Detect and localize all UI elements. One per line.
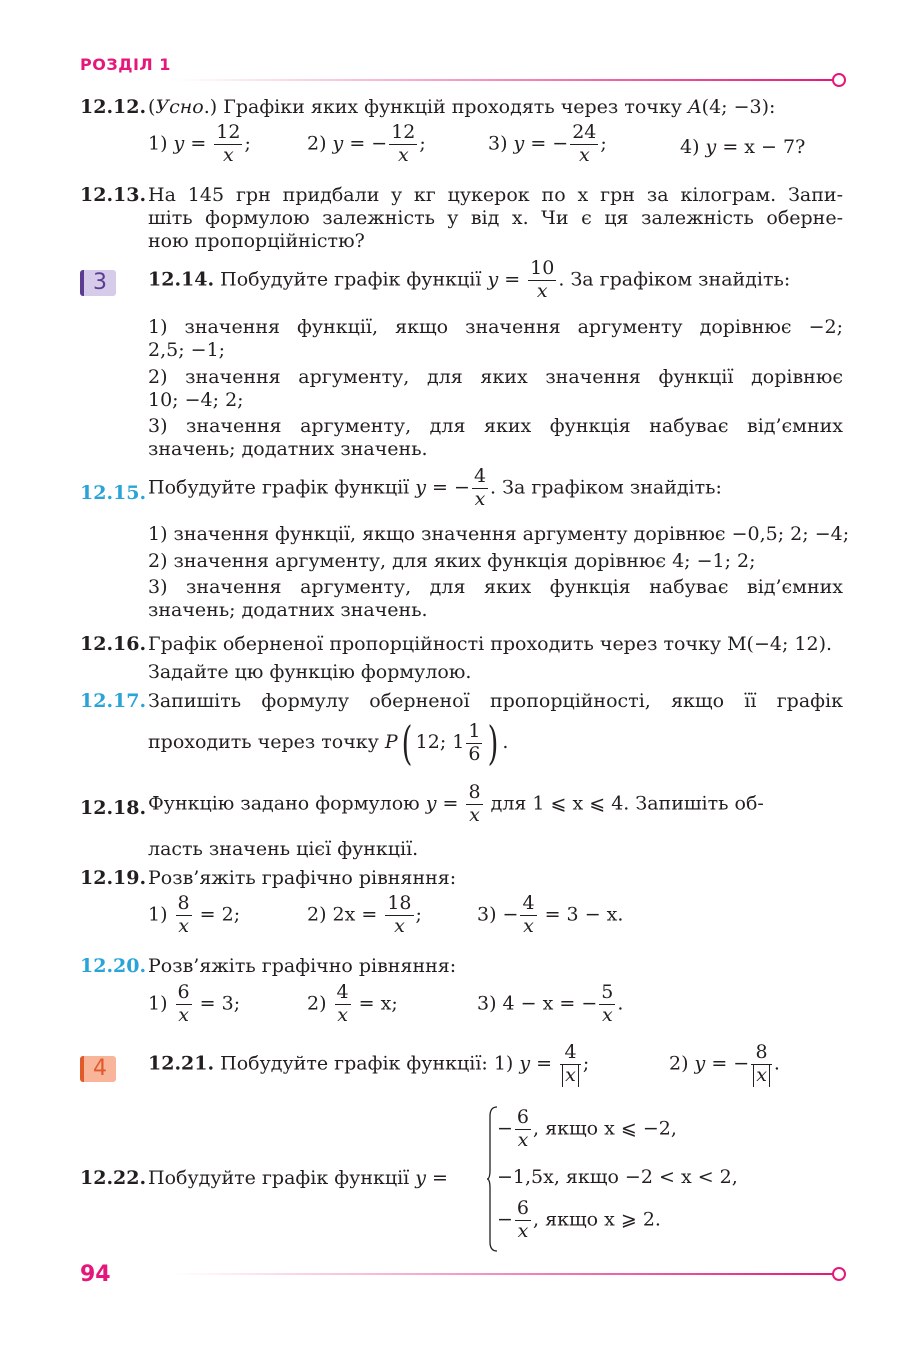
problem-number-12-16: 12.16.	[80, 633, 147, 655]
problem-12-18-line-1: Функцію задано формулою y = $\frac{8}{x}$ для 1 ⩽ x ⩽ 4. Запишіть об-	[148, 781, 764, 826]
problem-12-15-item-3a: 3) значення аргументу, для яких функція набуває від’ємних	[148, 576, 843, 598]
page-number: 94	[80, 1262, 111, 1287]
problem-12-12-text: (Усно.) Графіки яких функцій проходять через точку A(4; −3):	[148, 96, 776, 118]
equation-12-20-1: 1) $\frac{6}{x}$ = 3;	[148, 981, 241, 1026]
piecewise-brace	[487, 1106, 497, 1252]
equation-12-19-2: 2) 2x = $\frac{18}{x}$ ;	[307, 892, 422, 937]
problem-12-14-item-3b: значень; додатних значень.	[148, 438, 428, 460]
section-label: РОЗДІЛ 1	[80, 55, 171, 74]
footer-rule	[175, 1273, 835, 1275]
problem-number-12-18: 12.18.	[80, 797, 147, 819]
problem-12-15-item-2: 2) значення аргументу, для яких функція дорівнює 4; −1; 2;	[148, 550, 756, 572]
problem-12-14-item-2a: 2) значення аргументу, для яких значення функції дорівнює	[148, 366, 843, 388]
footer-rule-circle	[832, 1267, 846, 1281]
problem-12-15-title: Побудуйте графік функції y = − $\frac{4}{x}$ . За графіком знайдіть:	[148, 465, 722, 510]
header-rule-circle	[832, 73, 846, 87]
header-rule	[175, 79, 835, 81]
problem-12-13-line-2: шіть формулою залежність y від x. Чи є ця залежність оберне-	[148, 207, 843, 229]
problem-12-14-item-1a: 1) значення функції, якщо значення аргументу дорівнює −2;	[148, 316, 843, 338]
problem-12-17-line-2: проходить через точку P( 12; 1 $\frac{1}{6}$ ) .	[148, 716, 509, 770]
option-12-12-3: 3) y = − $\frac{24}{x}$ ;	[488, 121, 607, 166]
problem-12-14-item-1b: 2,5; −1;	[148, 339, 226, 361]
option-12-12-2: 2) y = − $\frac{12}{x}$ ;	[307, 121, 426, 166]
problem-12-21-option-2: 2) y = − $\frac{8}{x}$ .	[669, 1041, 780, 1086]
problem-12-19-text: Розв’яжіть графічно рівняння:	[148, 867, 457, 889]
piecewise-case-2: −1,5x, якщо −2 < x < 2,	[497, 1166, 738, 1188]
equation-12-19-3: 3) − $\frac{4}{x}$ = 3 − x.	[477, 892, 624, 937]
level-badge-3: 3	[80, 270, 116, 296]
problem-12-14-item-2b: 10; −4; 2;	[148, 389, 244, 411]
problem-number-12-20: 12.20.	[80, 955, 147, 977]
problem-number-12-12: 12.12.	[80, 96, 147, 118]
problem-number-12-15: 12.15.	[80, 482, 147, 504]
problem-12-20-text: Розв’яжіть графічно рівняння:	[148, 955, 457, 977]
equation-12-20-3: 3) 4 − x = − $\frac{5}{x}$ .	[477, 981, 624, 1026]
piecewise-case-3: − $\frac{6}{x}$ , якщо x ⩾ 2.	[497, 1197, 661, 1242]
problem-12-13-line-1: На 145 грн придбали y кг цукерок по x грн за кілограм. Запи-	[148, 184, 843, 206]
problem-12-15-item-1: 1) значення функції, якщо значення аргументу дорівнює −0,5; 2; −4;	[148, 523, 850, 545]
problem-number-12-17: 12.17.	[80, 690, 147, 712]
problem-number-12-22: 12.22.	[80, 1167, 147, 1189]
problem-12-17-line-1: Запишіть формулу оберненої пропорційності, якщо її графік	[148, 690, 843, 712]
problem-12-14-item-3a: 3) значення аргументу, для яких функція набуває від’ємних	[148, 415, 843, 437]
problem-12-14-title: 12.14. Побудуйте графік функції y = $\frac{10}{x}$ . За графіком знайдіть:	[148, 257, 791, 302]
equation-12-20-2: 2) $\frac{4}{x}$ = x;	[307, 981, 398, 1026]
problem-12-15-item-3b: значень; додатних значень.	[148, 599, 428, 621]
problem-number-12-19: 12.19.	[80, 867, 147, 889]
problem-12-13-line-3: ною пропорційністю?	[148, 230, 365, 252]
problem-12-18-line-2: ласть значень цієї функції.	[148, 838, 419, 860]
piecewise-case-1: − $\frac{6}{x}$ , якщо x ⩽ −2,	[497, 1106, 677, 1151]
problem-12-22-text: Побудуйте графік функції y =	[148, 1167, 448, 1189]
level-badge-4: 4	[80, 1056, 116, 1082]
option-12-12-1: 1) y = $\frac{12}{x}$ ;	[148, 121, 251, 166]
problem-12-21-text: 12.21. Побудуйте графік функції: 1) y = $\frac{4}{x}$ ;	[148, 1041, 590, 1086]
problem-12-16-line-2: Задайте цю функцію формулою.	[148, 661, 472, 683]
option-12-12-4: 4) y = x − 7?	[680, 136, 806, 158]
equation-12-19-1: 1) $\frac{8}{x}$ = 2;	[148, 892, 241, 937]
problem-12-16-line-1: Графік оберненої пропорційності проходить через точку M(−4; 12).	[148, 633, 833, 655]
problem-number-12-13: 12.13.	[80, 184, 147, 206]
